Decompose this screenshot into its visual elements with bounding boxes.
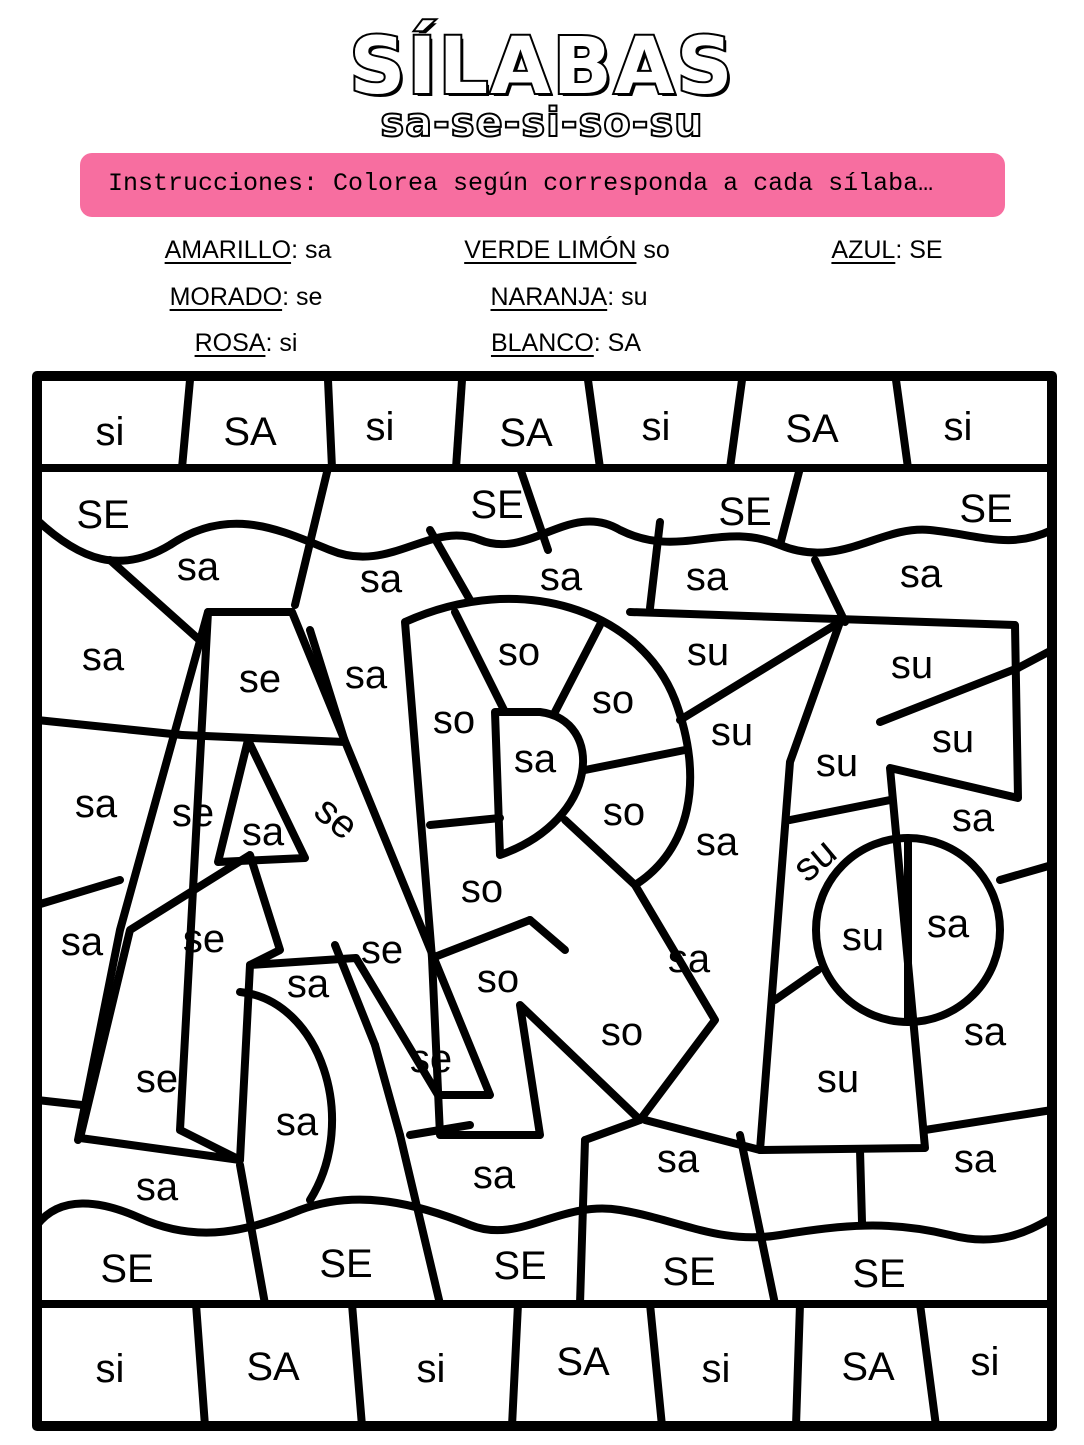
region-label: sa (176, 545, 220, 589)
region-label: sa (60, 920, 104, 964)
region-label: SE (959, 487, 1013, 531)
region-label: so (476, 957, 520, 1001)
region-label: SA (246, 1345, 300, 1389)
region-label: si (641, 405, 671, 449)
region-label: so (497, 630, 541, 674)
legend-syllable: sa (304, 236, 332, 264)
legend-color-name: VERDE LIMÓN (464, 236, 637, 264)
region-label: SE (718, 490, 772, 534)
region-label: sa (951, 796, 995, 840)
region-label: se (171, 791, 215, 835)
legend-syllable: su (621, 283, 648, 311)
legend-item-morado: MORADO: se (169, 283, 323, 311)
legend-syllable: SA (607, 329, 642, 357)
region-label: sa (953, 1137, 997, 1181)
region-label: SA (785, 407, 839, 451)
legend-item-amarillo: AMARILLO: sa (164, 236, 332, 264)
region-label: sa (344, 653, 388, 697)
region-label: SA (841, 1345, 895, 1389)
region-label: si (365, 405, 395, 449)
region-label: sa (241, 810, 285, 854)
legend-syllable: si (279, 329, 298, 357)
region-label: su (816, 1057, 860, 1101)
region-label: sa (667, 937, 711, 981)
region-label: sa (513, 737, 557, 781)
region-label: si (970, 1340, 1000, 1384)
region-label: si (701, 1347, 731, 1391)
region-label: su (815, 741, 859, 785)
region-label: su (686, 630, 730, 674)
region-label: se (409, 1037, 453, 1081)
page-title: SÍLABAS (349, 22, 735, 112)
region-label: SA (499, 411, 553, 455)
region-label: se (306, 787, 367, 849)
region-label: sa (539, 555, 583, 599)
region-label: so (460, 867, 504, 911)
region-label: se (135, 1057, 179, 1101)
region-label: sa (135, 1165, 179, 1209)
region-label: su (890, 643, 934, 687)
region-label: si (95, 410, 125, 454)
region-label: SE (100, 1247, 154, 1291)
region-label: se (360, 928, 404, 972)
region-label: sa (472, 1153, 516, 1197)
region-label: SE (470, 483, 524, 527)
region-label: se (238, 657, 282, 701)
region-label: sa (286, 962, 330, 1006)
instructions-text: Instrucciones: Colorea según corresponda a cada sílaba… (108, 169, 934, 198)
region-label: so (600, 1010, 644, 1054)
region-label: sa (685, 555, 729, 599)
legend-color-name: ROSA (194, 329, 266, 357)
legend-syllable: SE (909, 236, 943, 264)
legend-syllable: so (643, 236, 670, 264)
region-label: su (784, 829, 845, 891)
region-label: sa (81, 635, 125, 679)
legend-item-naranja: NARANJA: su (490, 283, 648, 311)
legend-color-name: NARANJA (490, 283, 608, 311)
region-label: su (710, 710, 754, 754)
region-label: SE (852, 1252, 906, 1296)
legend-item-rosa: ROSA: si (194, 329, 298, 357)
legend-item-azul: AZUL: SE (831, 236, 943, 264)
region-label: sa (899, 552, 943, 596)
region-label: SE (76, 493, 130, 537)
region-label: SE (319, 1242, 373, 1286)
legend-item-blanco: BLANCO: SA (490, 329, 642, 357)
region-label: SE (662, 1250, 716, 1294)
region-label: sa (359, 557, 403, 601)
region-label: su (841, 915, 885, 959)
region-label: so (591, 678, 635, 722)
region-label: sa (656, 1137, 700, 1181)
legend-syllable: se (296, 283, 323, 311)
region-label: su (931, 717, 975, 761)
region-label: sa (963, 1010, 1007, 1054)
region-label: SA (223, 410, 277, 454)
region-label: sa (695, 820, 739, 864)
legend-color-name: AMARILLO (164, 236, 292, 264)
region-label: SE (493, 1244, 547, 1288)
region-label: si (943, 405, 973, 449)
region-label: si (95, 1347, 125, 1391)
page-subtitle: sa-se-si-so-su (380, 100, 704, 146)
region-label: so (432, 698, 476, 742)
region-label: se (182, 917, 226, 961)
region-label: si (416, 1347, 446, 1391)
region-label: sa (275, 1100, 319, 1144)
syllable-labels (61, 405, 1013, 1391)
region-label: sa (74, 782, 118, 826)
legend-color-name: BLANCO (490, 329, 594, 357)
region-label: sa (926, 902, 970, 946)
legend-color-name: MORADO (169, 283, 283, 311)
region-label: so (602, 790, 646, 834)
region-label: SA (556, 1340, 610, 1384)
legend-color-name: AZUL (831, 236, 896, 264)
